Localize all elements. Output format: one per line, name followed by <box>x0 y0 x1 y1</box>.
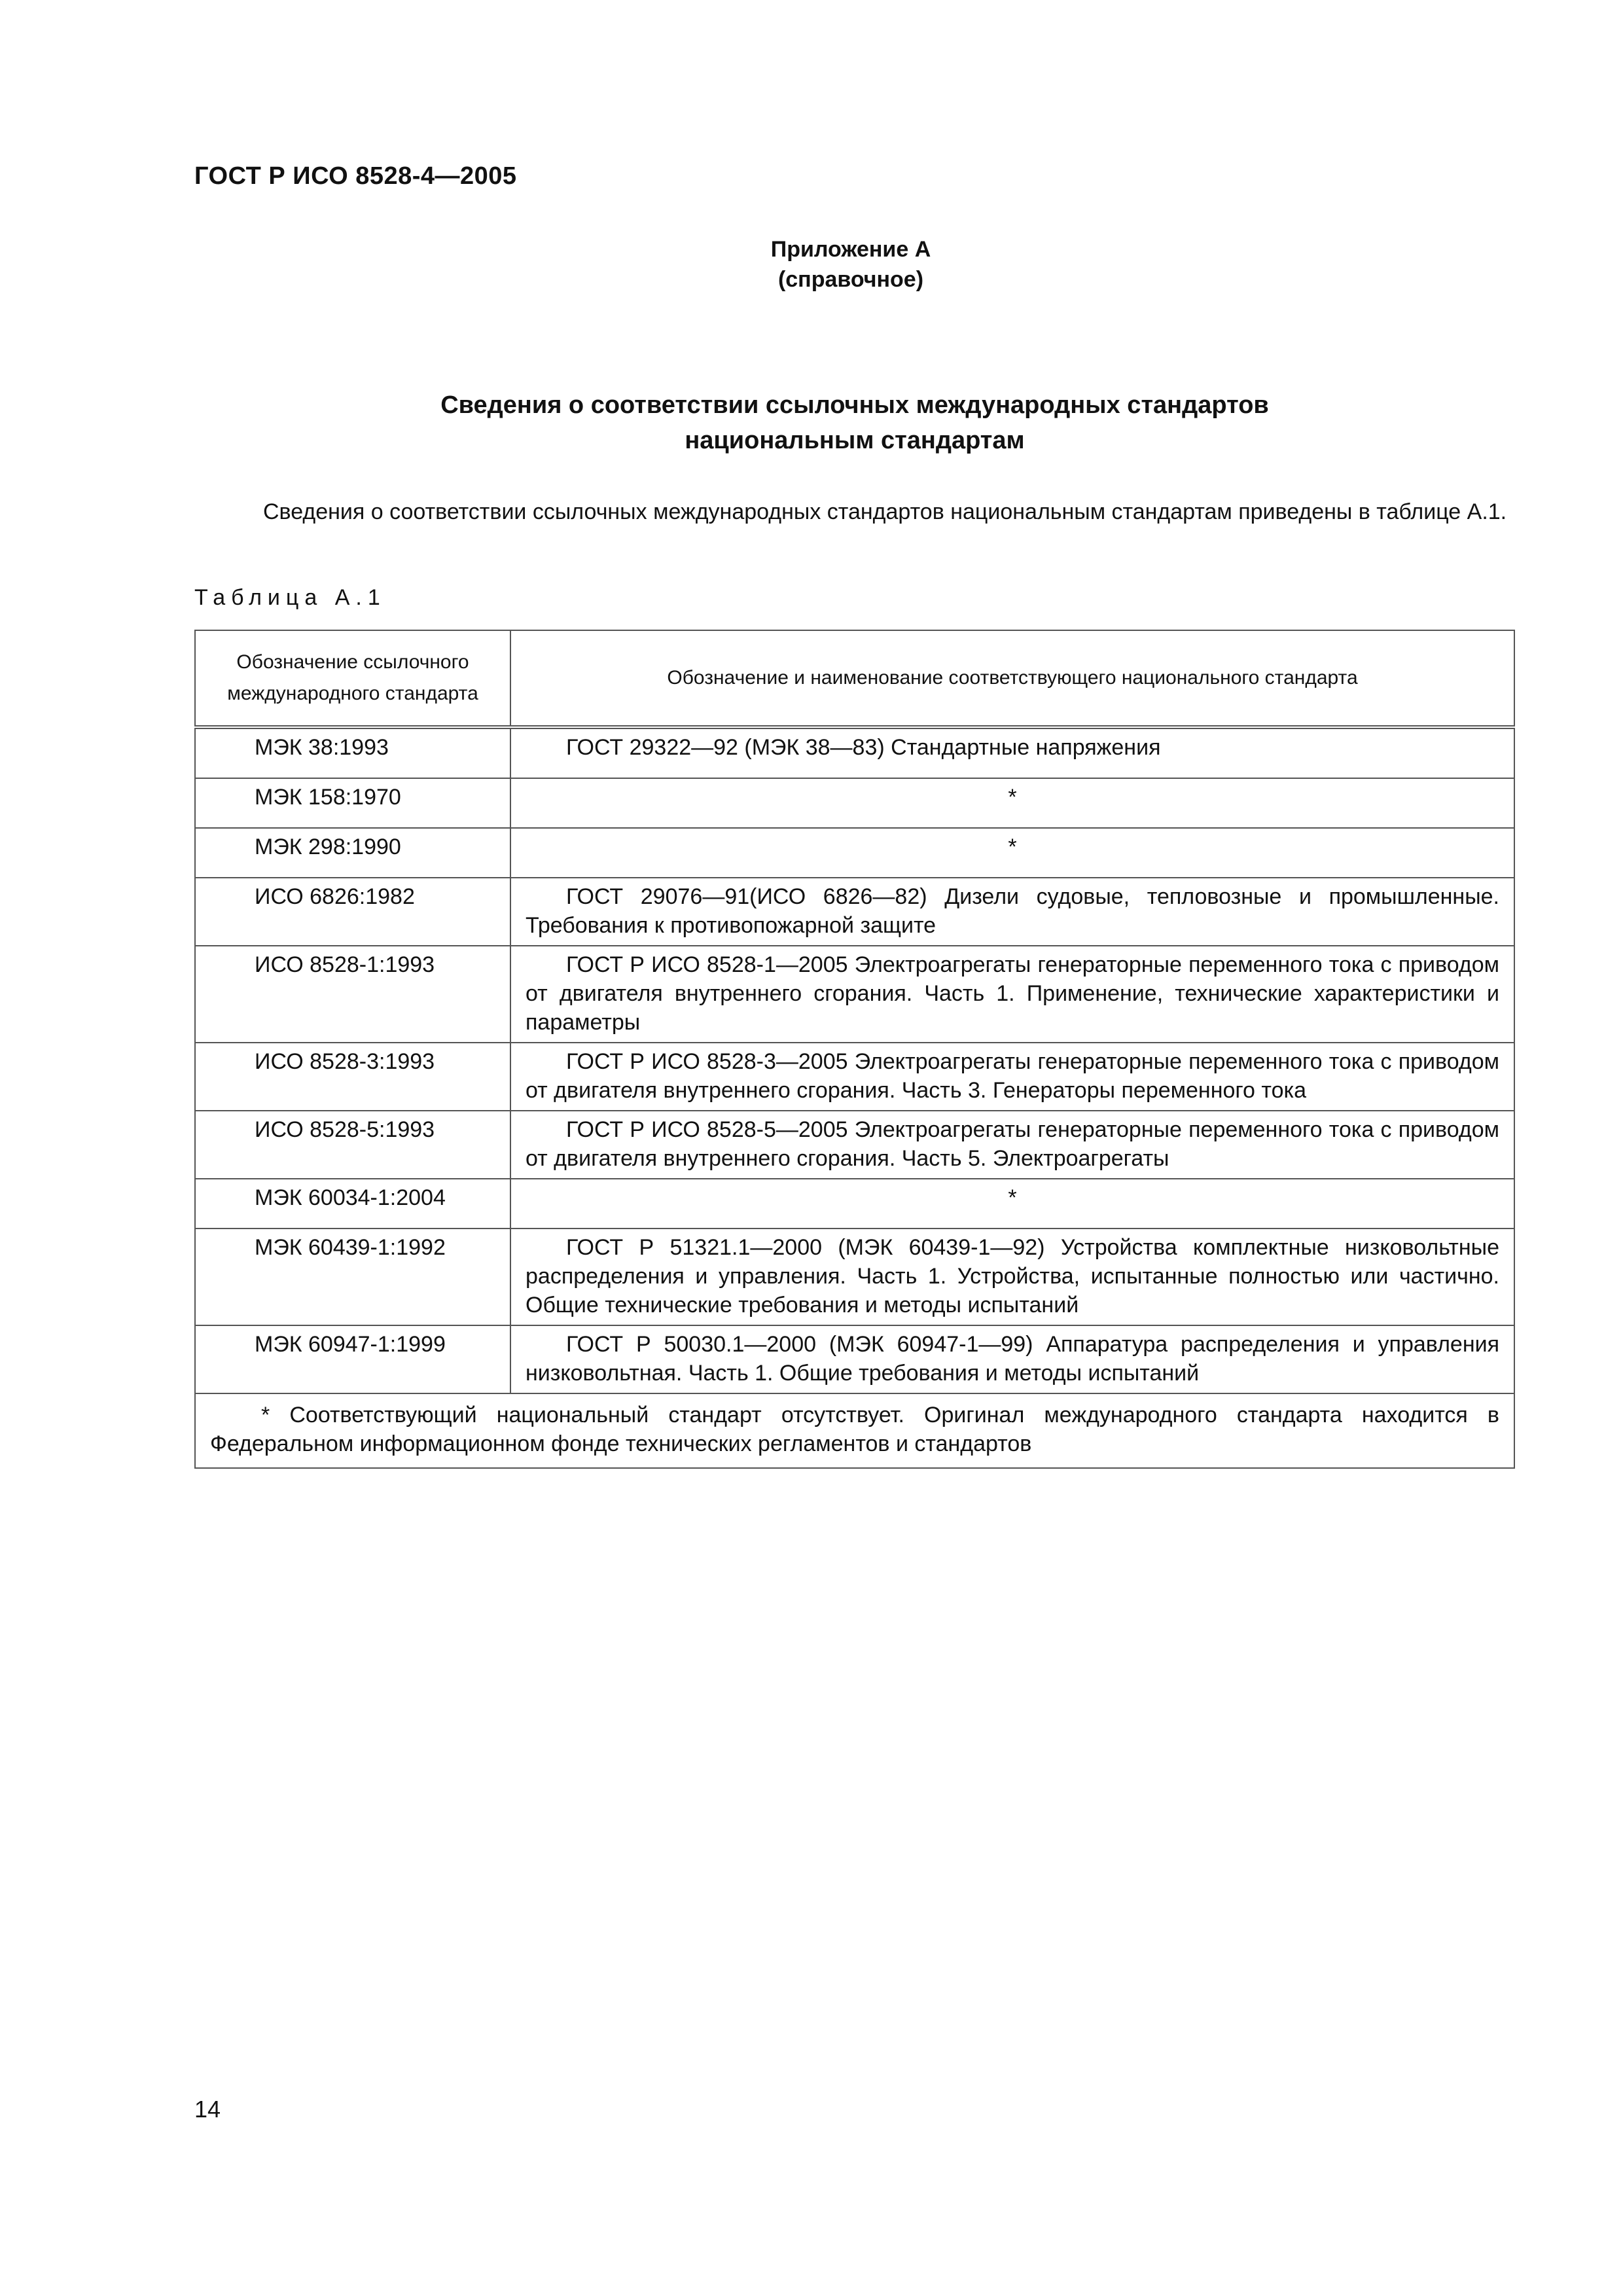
intl-standard-cell: ИСО 8528-1:1993 <box>195 946 510 1043</box>
national-standard-cell: ГОСТ Р ИСО 8528-1—2005 Электроагрегаты генераторные переменного тока с приводом от двигателя внутреннего сгорания. Часть 1. Применение, технические характеристики и параметры <box>510 946 1514 1043</box>
national-standard-cell: ГОСТ Р ИСО 8528-3—2005 Электроагрегаты генераторные переменного тока с приводом от двигателя внутреннего сгорания. Часть 3. Генераторы переменного тока <box>510 1043 1514 1111</box>
table-row <box>195 727 1514 778</box>
header-national-standard: Обозначение и наименование соответствующего национального стандарта <box>510 630 1514 727</box>
intl-standard-cell: ИСО 8528-5:1993 <box>195 1111 510 1179</box>
table-row <box>195 828 1514 878</box>
section-title-line-2: национальным стандартам <box>685 427 1025 454</box>
national-standard-cell: * <box>510 1179 1514 1229</box>
national-standard-cell: * <box>510 778 1514 828</box>
section-title <box>194 387 1515 458</box>
table-row <box>195 1043 1514 1111</box>
table-row <box>195 1111 1514 1179</box>
standards-correspondence-table <box>194 630 1515 1469</box>
table-row <box>195 1325 1514 1393</box>
appendix-subtitle: (справочное) <box>777 267 924 292</box>
table-row <box>195 1229 1514 1325</box>
national-standard-cell: ГОСТ Р 51321.1—2000 (МЭК 60439-1—92) Устройства комплектные низковольтные распределения и управления. Часть 1. Устройства, испытанные полностью или частично. Общие технические требования и методы испытаний <box>510 1229 1514 1325</box>
table-footnote: * Соответствующий национальный стандарт отсутствует. Оригинал международного стандарта находится в Федеральном информационном фонде технических регламентов и стандартов <box>195 1393 1514 1468</box>
intl-standard-cell: МЭК 60034-1:2004 <box>195 1179 510 1229</box>
table-caption: Таблица А.1 <box>194 585 386 610</box>
header-international-standard: Обозначение ссылочного международного стандарта <box>195 630 510 727</box>
intl-standard-cell: ИСО 8528-3:1993 <box>195 1043 510 1111</box>
appendix-title: Приложение А <box>770 237 931 262</box>
intro-paragraph: Сведения о соответствии ссылочных международных стандартов национальным стандартам приведены в таблице А.1. <box>263 499 1507 524</box>
intl-standard-cell: МЭК 60947-1:1999 <box>195 1325 510 1393</box>
section-title-line-1: Сведения о соответствии ссылочных международных стандартов <box>440 391 1269 419</box>
table-header-row <box>195 630 1514 727</box>
intl-standard-cell: МЭК 60439-1:1992 <box>195 1229 510 1325</box>
intl-standard-cell: МЭК 158:1970 <box>195 778 510 828</box>
national-standard-cell: * <box>510 828 1514 878</box>
page-number: 14 <box>194 2096 221 2123</box>
intl-standard-cell: ИСО 6826:1982 <box>195 878 510 946</box>
national-standard-cell: ГОСТ Р 50030.1—2000 (МЭК 60947-1—99) Аппаратура распределения и управления низковольтная. Часть 1. Общие требования и методы испытаний <box>510 1325 1514 1393</box>
intl-standard-cell: МЭК 38:1993 <box>195 727 510 778</box>
national-standard-cell: ГОСТ Р ИСО 8528-5—2005 Электроагрегаты генераторные переменного тока с приводом от двигателя внутреннего сгорания. Часть 5. Электроагрегаты <box>510 1111 1514 1179</box>
table-row <box>195 778 1514 828</box>
table-footnote-row <box>195 1393 1514 1468</box>
document-header: ГОСТ Р ИСО 8528-4—2005 <box>194 162 517 190</box>
table-row <box>195 946 1514 1043</box>
table-row <box>195 878 1514 946</box>
national-standard-cell: ГОСТ 29322—92 (МЭК 38—83) Стандартные напряжения <box>510 727 1514 778</box>
appendix-heading <box>654 234 1047 295</box>
intl-standard-cell: МЭК 298:1990 <box>195 828 510 878</box>
table-row <box>195 1179 1514 1229</box>
national-standard-cell: ГОСТ 29076—91(ИСО 6826—82) Дизели судовые, тепловозные и промышленные. Требования к противопожарной защите <box>510 878 1514 946</box>
